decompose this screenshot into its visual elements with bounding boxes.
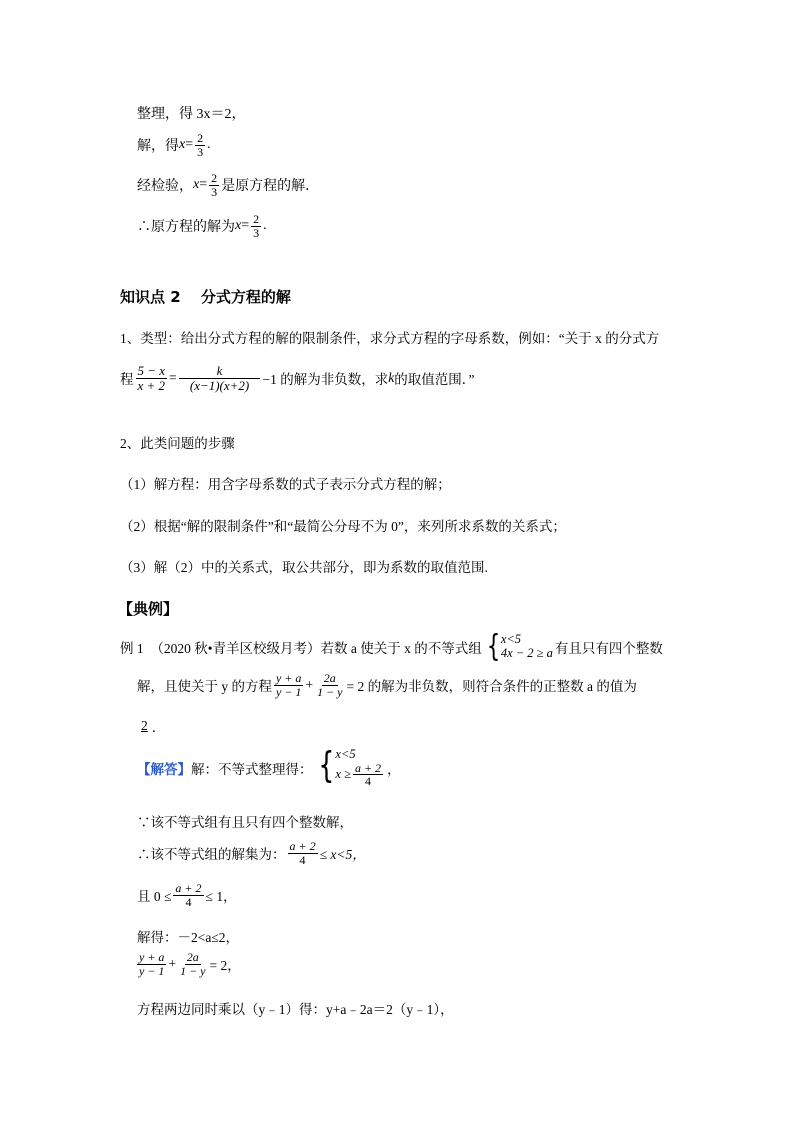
text: ， [387, 761, 401, 777]
text: ≤ x<5， [319, 847, 366, 863]
text: ． [151, 720, 166, 735]
step-item-3 [120, 556, 488, 576]
answer-line [137, 716, 165, 736]
solution-line [137, 745, 401, 789]
inequality-system [315, 745, 386, 789]
numerator: 2 [253, 212, 260, 226]
step-text: （2）根据“解的限制条件”和“最简公分母不为 0”，来列所求系数的关系式； [120, 519, 566, 534]
text: ∴该不等式组的解集为： [137, 847, 286, 863]
var-x: x [235, 218, 242, 234]
fraction [179, 364, 261, 392]
step-text: 整理，得 3x＝2， [137, 107, 246, 122]
system-row: 4x − 2 ≥ a [500, 646, 553, 660]
denominator: 3 [197, 144, 204, 159]
numerator: 2a [186, 950, 199, 964]
paragraph-text: 2、此类问题的步骤 [120, 436, 235, 451]
step-line-3 [137, 172, 319, 198]
equals: = [185, 137, 194, 153]
step-line-1 [137, 103, 246, 123]
denominator: x + 2 [137, 377, 166, 393]
numerator: 5 − x [137, 363, 166, 378]
text: 解：不等式整理得： [191, 761, 313, 777]
text: 解得：－2<a≤2， [137, 930, 240, 945]
var-x: x [193, 177, 200, 193]
paragraph-type [120, 327, 659, 347]
solution-label: 【解答】 [137, 761, 191, 777]
solution-step-5 [137, 951, 241, 977]
paragraph-type-equation [120, 364, 474, 392]
denominator: y − 1 [139, 963, 165, 978]
system-row [335, 762, 385, 788]
section-heading-text: 知识点 2 分式方程的解 [120, 288, 291, 306]
step-prefix: 经检验， [137, 179, 193, 195]
brace-icon: { [317, 745, 334, 786]
plus: + [305, 677, 314, 693]
solution-step-6 [137, 998, 454, 1018]
example-line-2 [137, 672, 637, 698]
numerator: a + 2 [289, 839, 316, 853]
fraction [209, 172, 219, 198]
example-line-1 [120, 629, 663, 664]
step-text: （1）解方程：用含字母系数的式子表示分式方程的解； [120, 477, 451, 492]
fraction [178, 951, 207, 977]
system-row: x<5 [335, 747, 356, 761]
step-prefix: ∴原方程的解为 [137, 220, 235, 236]
text: ∵该不等式组有且只有四个整数解， [137, 815, 353, 830]
text: x ≥ [335, 766, 351, 781]
numerator: a + 2 [354, 760, 382, 775]
denominator: y − 1 [276, 684, 302, 699]
step-item-1 [120, 473, 451, 493]
denominator: 4 [365, 774, 371, 789]
example-heading-text: 【典例】 [118, 600, 179, 618]
solution-step-4 [137, 926, 239, 946]
fraction [173, 882, 203, 908]
inequality-system [484, 629, 553, 664]
numerator: y + a [139, 950, 165, 964]
text: 的取值范围．” [394, 372, 475, 388]
numerator: k [179, 364, 261, 379]
step-suffix: 是原方程的解． [221, 179, 320, 195]
numerator: 2 [211, 171, 218, 185]
fraction [288, 840, 318, 866]
section-heading [120, 286, 291, 307]
fraction [136, 364, 168, 392]
step-line-4 [137, 213, 267, 239]
denominator: (x−1)(x+2) [189, 377, 250, 393]
fraction [137, 951, 166, 977]
brace-icon: { [486, 629, 500, 664]
paragraph-text: 1、类型：给出分式方程的解的限制条件，求分式方程的字母系数，例如：“关于 x 的分式方 [120, 331, 660, 346]
fraction [251, 213, 261, 239]
step-prefix: 解，得 [137, 139, 179, 155]
equals: = [241, 218, 250, 234]
text: 且 0 ≤ [137, 889, 172, 905]
example-heading [118, 598, 178, 619]
step-line-2 [137, 132, 211, 158]
numerator: a + 2 [175, 881, 202, 895]
text: −1 的解为非负数，求 [262, 372, 389, 388]
denominator: 1 − y [180, 963, 206, 978]
var-x: x [179, 137, 186, 153]
solution-step-3 [137, 882, 237, 908]
fraction [274, 672, 303, 698]
numerator: 2a [323, 671, 336, 685]
denominator: 1 − y [317, 684, 343, 699]
text: 方程两边同时乘以（y﹣1）得：y+a﹣2a＝2（y﹣1）， [137, 1002, 454, 1017]
text: 有且只有四个整数 [554, 641, 663, 656]
numerator: y + a [276, 671, 302, 685]
plus: + [168, 956, 177, 972]
denominator: 4 [299, 852, 306, 867]
system-row: x<5 [500, 632, 522, 647]
text: = 2 的解为非负数，则符合条件的正整数 a 的值为 [346, 679, 637, 695]
solution-step-2 [137, 840, 366, 866]
paragraph-steps [120, 432, 235, 452]
denominator: 3 [211, 184, 218, 199]
solution-step-1 [137, 811, 353, 831]
answer-blank: 2 [141, 718, 148, 733]
text: 例 1 （2020 秋•青羊区校级月考）若数 a 使关于 x 的不等式组 [120, 641, 482, 656]
step-text: （3）解（2）中的关系式，取公共部分，即为系数的取值范围. [120, 560, 488, 575]
fraction [315, 672, 344, 698]
fraction [353, 762, 383, 788]
period: . [263, 218, 267, 234]
denominator: 4 [185, 894, 192, 909]
var-k: k [388, 370, 395, 386]
text: 程 [120, 372, 134, 388]
fraction [195, 132, 205, 158]
text: = 2， [209, 958, 241, 974]
text: 解，且使关于 y 的方程 [137, 679, 272, 695]
period: . [207, 137, 211, 153]
step-item-2 [120, 515, 566, 535]
equals: = [199, 177, 208, 193]
numerator: 2 [197, 131, 204, 145]
text: ≤ 1， [205, 889, 237, 905]
equals: = [169, 370, 177, 386]
denominator: 3 [253, 225, 260, 240]
